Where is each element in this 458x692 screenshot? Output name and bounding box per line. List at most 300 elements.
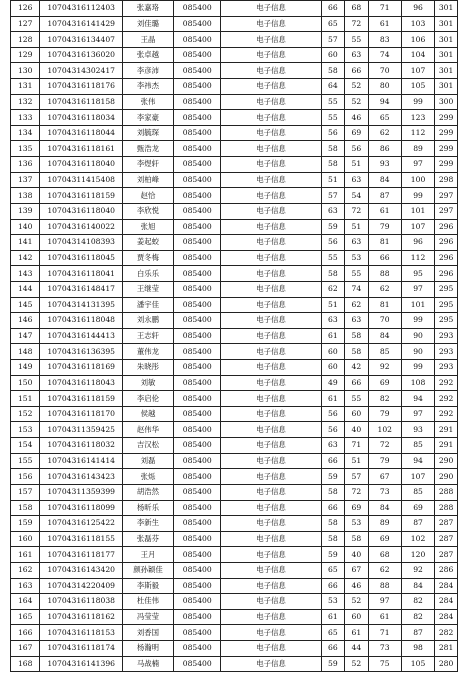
table-row <box>11 313 458 329</box>
major-code-cell: 085400 <box>174 453 221 469</box>
subject1-score-cell: 62 <box>368 281 401 297</box>
politics-score-cell: 60 <box>321 344 344 360</box>
major-name-cell: 电子信息 <box>221 516 321 532</box>
total-score-cell: 288 <box>435 500 458 516</box>
subject1-score-cell: 69 <box>368 531 401 547</box>
total-score-cell: 298 <box>435 172 458 188</box>
table-row <box>11 94 458 110</box>
english-score-cell: 52 <box>345 94 368 110</box>
english-score-cell: 51 <box>345 157 368 173</box>
table-row <box>11 656 458 672</box>
row-number-cell: 164 <box>11 594 40 610</box>
subject2-score-cell: 100 <box>401 172 434 188</box>
exam-id-cell: 10704316141396 <box>40 656 122 672</box>
politics-score-cell: 63 <box>321 313 344 329</box>
subject2-score-cell: 112 <box>401 250 434 266</box>
table-row <box>11 110 458 126</box>
row-number-cell: 159 <box>11 516 40 532</box>
table-row <box>11 438 458 454</box>
politics-score-cell: 56 <box>321 422 344 438</box>
subject1-score-cell: 94 <box>368 94 401 110</box>
subject2-score-cell: 85 <box>401 438 434 454</box>
total-score-cell: 284 <box>435 609 458 625</box>
student-name-cell: 张卓越 <box>122 47 173 63</box>
english-score-cell: 60 <box>345 609 368 625</box>
exam-id-cell: 10704316118174 <box>40 640 122 656</box>
subject1-score-cell: 85 <box>368 344 401 360</box>
major-name-cell: 电子信息 <box>221 547 321 563</box>
subject2-score-cell: 123 <box>401 110 434 126</box>
english-score-cell: 54 <box>345 188 368 204</box>
subject1-score-cell: 61 <box>368 609 401 625</box>
exam-id-cell: 10704311415408 <box>40 172 122 188</box>
subject2-score-cell: 107 <box>401 469 434 485</box>
table-row <box>11 157 458 173</box>
total-score-cell: 300 <box>435 94 458 110</box>
total-score-cell: 299 <box>435 110 458 126</box>
total-score-cell: 301 <box>435 79 458 95</box>
table-row <box>11 47 458 63</box>
politics-score-cell: 58 <box>321 484 344 500</box>
subject2-score-cell: 107 <box>401 63 434 79</box>
total-score-cell: 296 <box>435 219 458 235</box>
english-score-cell: 63 <box>345 235 368 251</box>
subject2-score-cell: 82 <box>401 609 434 625</box>
total-score-cell: 280 <box>435 656 458 672</box>
subject1-score-cell: 81 <box>368 297 401 313</box>
subject2-score-cell: 106 <box>401 32 434 48</box>
politics-score-cell: 60 <box>321 360 344 376</box>
politics-score-cell: 58 <box>321 516 344 532</box>
major-code-cell: 085400 <box>174 438 221 454</box>
student-name-cell: 吉汉松 <box>122 438 173 454</box>
exam-id-cell: 10704316118038 <box>40 594 122 610</box>
exam-id-cell: 10704316118155 <box>40 531 122 547</box>
subject1-score-cell: 93 <box>368 157 401 173</box>
subject2-score-cell: 96 <box>401 1 434 17</box>
row-number-cell: 130 <box>11 63 40 79</box>
subject1-score-cell: 79 <box>368 406 401 422</box>
politics-score-cell: 58 <box>321 266 344 282</box>
subject2-score-cell: 103 <box>401 16 434 32</box>
major-code-cell: 085400 <box>174 1 221 17</box>
exam-id-cell: 10704316118040 <box>40 157 122 173</box>
student-name-cell: 张烁 <box>122 469 173 485</box>
exam-id-cell: 10704316118169 <box>40 360 122 376</box>
student-name-cell: 刘香国 <box>122 625 173 641</box>
politics-score-cell: 65 <box>321 16 344 32</box>
total-score-cell: 295 <box>435 297 458 313</box>
english-score-cell: 63 <box>345 47 368 63</box>
politics-score-cell: 57 <box>321 32 344 48</box>
subject1-score-cell: 79 <box>368 219 401 235</box>
table-row <box>11 32 458 48</box>
total-score-cell: 299 <box>435 157 458 173</box>
table-row <box>11 266 458 282</box>
table-row <box>11 609 458 625</box>
english-score-cell: 55 <box>345 266 368 282</box>
table-row <box>11 1 458 17</box>
total-score-cell: 299 <box>435 141 458 157</box>
subject2-score-cell: 97 <box>401 406 434 422</box>
total-score-cell: 284 <box>435 578 458 594</box>
row-number-cell: 148 <box>11 344 40 360</box>
english-score-cell: 52 <box>345 594 368 610</box>
major-code-cell: 085400 <box>174 141 221 157</box>
politics-score-cell: 58 <box>321 157 344 173</box>
major-code-cell: 085400 <box>174 94 221 110</box>
politics-score-cell: 55 <box>321 110 344 126</box>
student-name-cell: 姜起蛟 <box>122 235 173 251</box>
english-score-cell: 61 <box>345 625 368 641</box>
exam-id-cell: 10704316118162 <box>40 609 122 625</box>
exam-id-cell: 10704316118161 <box>40 141 122 157</box>
subject1-score-cell: 87 <box>368 188 401 204</box>
subject1-score-cell: 73 <box>368 640 401 656</box>
english-score-cell: 58 <box>345 328 368 344</box>
row-number-cell: 143 <box>11 266 40 282</box>
english-score-cell: 66 <box>345 63 368 79</box>
subject1-score-cell: 102 <box>368 422 401 438</box>
row-number-cell: 152 <box>11 406 40 422</box>
subject1-score-cell: 84 <box>368 328 401 344</box>
exam-id-cell: 10704314220409 <box>40 578 122 594</box>
english-score-cell: 72 <box>345 203 368 219</box>
major-name-cell: 电子信息 <box>221 63 321 79</box>
total-score-cell: 281 <box>435 640 458 656</box>
total-score-cell: 296 <box>435 266 458 282</box>
major-name-cell: 电子信息 <box>221 406 321 422</box>
politics-score-cell: 59 <box>321 547 344 563</box>
major-name-cell: 电子信息 <box>221 328 321 344</box>
english-score-cell: 55 <box>345 32 368 48</box>
exam-id-cell: 10704316118043 <box>40 375 122 391</box>
english-score-cell: 72 <box>345 16 368 32</box>
row-number-cell: 140 <box>11 219 40 235</box>
student-name-cell: 李祎杰 <box>122 79 173 95</box>
student-name-cell: 杜佳伟 <box>122 594 173 610</box>
total-score-cell: 292 <box>435 375 458 391</box>
english-score-cell: 68 <box>345 1 368 17</box>
english-score-cell: 71 <box>345 438 368 454</box>
table-row <box>11 297 458 313</box>
politics-score-cell: 66 <box>321 640 344 656</box>
total-score-cell: 296 <box>435 235 458 251</box>
total-score-cell: 301 <box>435 32 458 48</box>
politics-score-cell: 51 <box>321 297 344 313</box>
row-number-cell: 149 <box>11 360 40 376</box>
table-row <box>11 422 458 438</box>
politics-score-cell: 60 <box>321 47 344 63</box>
exam-id-cell: 10704316118159 <box>40 391 122 407</box>
row-number-cell: 165 <box>11 609 40 625</box>
row-number-cell: 137 <box>11 172 40 188</box>
politics-score-cell: 55 <box>321 250 344 266</box>
total-score-cell: 293 <box>435 360 458 376</box>
subject1-score-cell: 79 <box>368 453 401 469</box>
student-name-cell: 李彦沛 <box>122 63 173 79</box>
row-number-cell: 166 <box>11 625 40 641</box>
student-name-cell: 张嘉珞 <box>122 1 173 17</box>
exam-id-cell: 10704314108393 <box>40 235 122 251</box>
exam-id-cell: 10704316136395 <box>40 344 122 360</box>
politics-score-cell: 63 <box>321 438 344 454</box>
row-number-cell: 134 <box>11 125 40 141</box>
major-name-cell: 电子信息 <box>221 484 321 500</box>
major-name-cell: 电子信息 <box>221 313 321 329</box>
exam-id-cell: 10704316118159 <box>40 188 122 204</box>
exam-id-cell: 10704316136020 <box>40 47 122 63</box>
student-name-cell: 李斯毅 <box>122 578 173 594</box>
student-name-cell: 张磊芬 <box>122 531 173 547</box>
major-name-cell: 电子信息 <box>221 422 321 438</box>
exam-id-cell: 10704316144413 <box>40 328 122 344</box>
subject2-score-cell: 105 <box>401 79 434 95</box>
major-name-cell: 电子信息 <box>221 625 321 641</box>
english-score-cell: 63 <box>345 313 368 329</box>
row-number-cell: 127 <box>11 16 40 32</box>
major-code-cell: 085400 <box>174 391 221 407</box>
exam-id-cell: 10704316118170 <box>40 406 122 422</box>
politics-score-cell: 61 <box>321 328 344 344</box>
exam-id-cell: 10704316118176 <box>40 79 122 95</box>
subject2-score-cell: 90 <box>401 328 434 344</box>
row-number-cell: 150 <box>11 375 40 391</box>
major-code-cell: 085400 <box>174 188 221 204</box>
major-code-cell: 085400 <box>174 640 221 656</box>
student-name-cell: 王志轩 <box>122 328 173 344</box>
major-name-cell: 电子信息 <box>221 531 321 547</box>
table-body <box>11 1 458 672</box>
table-row <box>11 16 458 32</box>
major-name-cell: 电子信息 <box>221 157 321 173</box>
table-row <box>11 406 458 422</box>
english-score-cell: 62 <box>345 297 368 313</box>
major-code-cell: 085400 <box>174 562 221 578</box>
politics-score-cell: 59 <box>321 219 344 235</box>
exam-id-cell: 10704316118040 <box>40 203 122 219</box>
table-row <box>11 640 458 656</box>
english-score-cell: 72 <box>345 484 368 500</box>
politics-score-cell: 56 <box>321 406 344 422</box>
row-number-cell: 161 <box>11 547 40 563</box>
subject1-score-cell: 84 <box>368 500 401 516</box>
subject2-score-cell: 99 <box>401 360 434 376</box>
exam-id-cell: 10704316141429 <box>40 16 122 32</box>
politics-score-cell: 66 <box>321 1 344 17</box>
major-code-cell: 085400 <box>174 609 221 625</box>
total-score-cell: 287 <box>435 547 458 563</box>
english-score-cell: 67 <box>345 562 368 578</box>
subject1-score-cell: 66 <box>368 250 401 266</box>
exam-id-cell: 10704316118041 <box>40 266 122 282</box>
major-name-cell: 电子信息 <box>221 1 321 17</box>
student-name-cell: 李煜轩 <box>122 157 173 173</box>
student-name-cell: 赵恰 <box>122 188 173 204</box>
politics-score-cell: 61 <box>321 609 344 625</box>
subject1-score-cell: 80 <box>368 79 401 95</box>
major-name-cell: 电子信息 <box>221 578 321 594</box>
major-code-cell: 085400 <box>174 203 221 219</box>
student-name-cell: 刘柏峰 <box>122 172 173 188</box>
student-name-cell: 张伟 <box>122 94 173 110</box>
row-number-cell: 126 <box>11 1 40 17</box>
major-code-cell: 085400 <box>174 594 221 610</box>
major-code-cell: 085400 <box>174 656 221 672</box>
english-score-cell: 56 <box>345 141 368 157</box>
student-name-cell: 冯莹莹 <box>122 609 173 625</box>
table-row <box>11 250 458 266</box>
subject2-score-cell: 99 <box>401 188 434 204</box>
student-name-cell: 甄浩龙 <box>122 141 173 157</box>
major-name-cell: 电子信息 <box>221 235 321 251</box>
english-score-cell: 46 <box>345 110 368 126</box>
subject2-score-cell: 112 <box>401 125 434 141</box>
subject2-score-cell: 92 <box>401 562 434 578</box>
major-name-cell: 电子信息 <box>221 203 321 219</box>
politics-score-cell: 53 <box>321 594 344 610</box>
total-score-cell: 295 <box>435 313 458 329</box>
student-name-cell: 白乐乐 <box>122 266 173 282</box>
exam-id-cell: 10704314302417 <box>40 63 122 79</box>
english-score-cell: 74 <box>345 281 368 297</box>
major-code-cell: 085400 <box>174 375 221 391</box>
table-row <box>11 531 458 547</box>
student-name-cell: 刘佳璐 <box>122 16 173 32</box>
table-row <box>11 281 458 297</box>
subject1-score-cell: 81 <box>368 235 401 251</box>
total-score-cell: 301 <box>435 47 458 63</box>
exam-id-cell: 10704316143420 <box>40 562 122 578</box>
table-row <box>11 594 458 610</box>
major-name-cell: 电子信息 <box>221 360 321 376</box>
exam-id-cell: 10704316140022 <box>40 219 122 235</box>
student-name-cell: 王继莹 <box>122 281 173 297</box>
row-number-cell: 131 <box>11 79 40 95</box>
exam-id-cell: 10704314131395 <box>40 297 122 313</box>
total-score-cell: 295 <box>435 281 458 297</box>
major-code-cell: 085400 <box>174 406 221 422</box>
table-row <box>11 125 458 141</box>
subject1-score-cell: 61 <box>368 203 401 219</box>
major-name-cell: 电子信息 <box>221 438 321 454</box>
table-row <box>11 547 458 563</box>
subject1-score-cell: 73 <box>368 484 401 500</box>
english-score-cell: 53 <box>345 250 368 266</box>
table-row <box>11 500 458 516</box>
exam-id-cell: 10704311359425 <box>40 422 122 438</box>
exam-id-cell: 10704311359399 <box>40 484 122 500</box>
subject2-score-cell: 87 <box>401 516 434 532</box>
major-code-cell: 085400 <box>174 235 221 251</box>
politics-score-cell: 59 <box>321 656 344 672</box>
subject2-score-cell: 90 <box>401 344 434 360</box>
student-name-cell: 潘宇佳 <box>122 297 173 313</box>
student-name-cell: 张旭 <box>122 219 173 235</box>
table-row <box>11 188 458 204</box>
english-score-cell: 40 <box>345 422 368 438</box>
total-score-cell: 299 <box>435 125 458 141</box>
subject1-score-cell: 71 <box>368 1 401 17</box>
student-name-cell: 刘永鹏 <box>122 313 173 329</box>
politics-score-cell: 66 <box>321 453 344 469</box>
major-code-cell: 085400 <box>174 422 221 438</box>
table-row <box>11 360 458 376</box>
row-number-cell: 147 <box>11 328 40 344</box>
exam-id-cell: 10704316112403 <box>40 1 122 17</box>
politics-score-cell: 65 <box>321 625 344 641</box>
english-score-cell: 69 <box>345 125 368 141</box>
english-score-cell: 69 <box>345 500 368 516</box>
exam-id-cell: 10704316118177 <box>40 547 122 563</box>
row-number-cell: 145 <box>11 297 40 313</box>
table-row <box>11 375 458 391</box>
table-row <box>11 453 458 469</box>
table-row <box>11 141 458 157</box>
student-name-cell: 刘敏 <box>122 375 173 391</box>
english-score-cell: 42 <box>345 360 368 376</box>
subject1-score-cell: 83 <box>368 32 401 48</box>
major-name-cell: 电子信息 <box>221 609 321 625</box>
subject1-score-cell: 82 <box>368 391 401 407</box>
major-name-cell: 电子信息 <box>221 172 321 188</box>
subject2-score-cell: 85 <box>401 484 434 500</box>
subject1-score-cell: 89 <box>368 516 401 532</box>
major-name-cell: 电子信息 <box>221 562 321 578</box>
major-code-cell: 085400 <box>174 219 221 235</box>
major-name-cell: 电子信息 <box>221 500 321 516</box>
english-score-cell: 58 <box>345 531 368 547</box>
major-code-cell: 085400 <box>174 469 221 485</box>
major-name-cell: 电子信息 <box>221 125 321 141</box>
total-score-cell: 293 <box>435 328 458 344</box>
row-number-cell: 156 <box>11 469 40 485</box>
major-code-cell: 085400 <box>174 16 221 32</box>
exam-id-cell: 10704316143423 <box>40 469 122 485</box>
subject1-score-cell: 88 <box>368 578 401 594</box>
english-score-cell: 66 <box>345 375 368 391</box>
student-name-cell: 朱晓彤 <box>122 360 173 376</box>
subject2-score-cell: 102 <box>401 531 434 547</box>
student-name-cell: 马战楠 <box>122 656 173 672</box>
table-row <box>11 516 458 532</box>
english-score-cell: 60 <box>345 406 368 422</box>
row-number-cell: 136 <box>11 157 40 173</box>
major-code-cell: 085400 <box>174 79 221 95</box>
major-code-cell: 085400 <box>174 297 221 313</box>
subject2-score-cell: 108 <box>401 375 434 391</box>
major-name-cell: 电子信息 <box>221 469 321 485</box>
subject1-score-cell: 67 <box>368 469 401 485</box>
admission-score-table <box>10 0 458 672</box>
total-score-cell: 288 <box>435 484 458 500</box>
total-score-cell: 292 <box>435 406 458 422</box>
subject2-score-cell: 101 <box>401 297 434 313</box>
english-score-cell: 58 <box>345 344 368 360</box>
major-code-cell: 085400 <box>174 516 221 532</box>
student-name-cell: 颜孙颖佳 <box>122 562 173 578</box>
major-name-cell: 电子信息 <box>221 16 321 32</box>
major-name-cell: 电子信息 <box>221 453 321 469</box>
major-code-cell: 085400 <box>174 328 221 344</box>
major-name-cell: 电子信息 <box>221 281 321 297</box>
subject2-score-cell: 107 <box>401 219 434 235</box>
row-number-cell: 139 <box>11 203 40 219</box>
exam-id-cell: 10704316118034 <box>40 110 122 126</box>
major-name-cell: 电子信息 <box>221 375 321 391</box>
exam-id-cell: 10704316118032 <box>40 438 122 454</box>
student-name-cell: 杨昕乐 <box>122 500 173 516</box>
